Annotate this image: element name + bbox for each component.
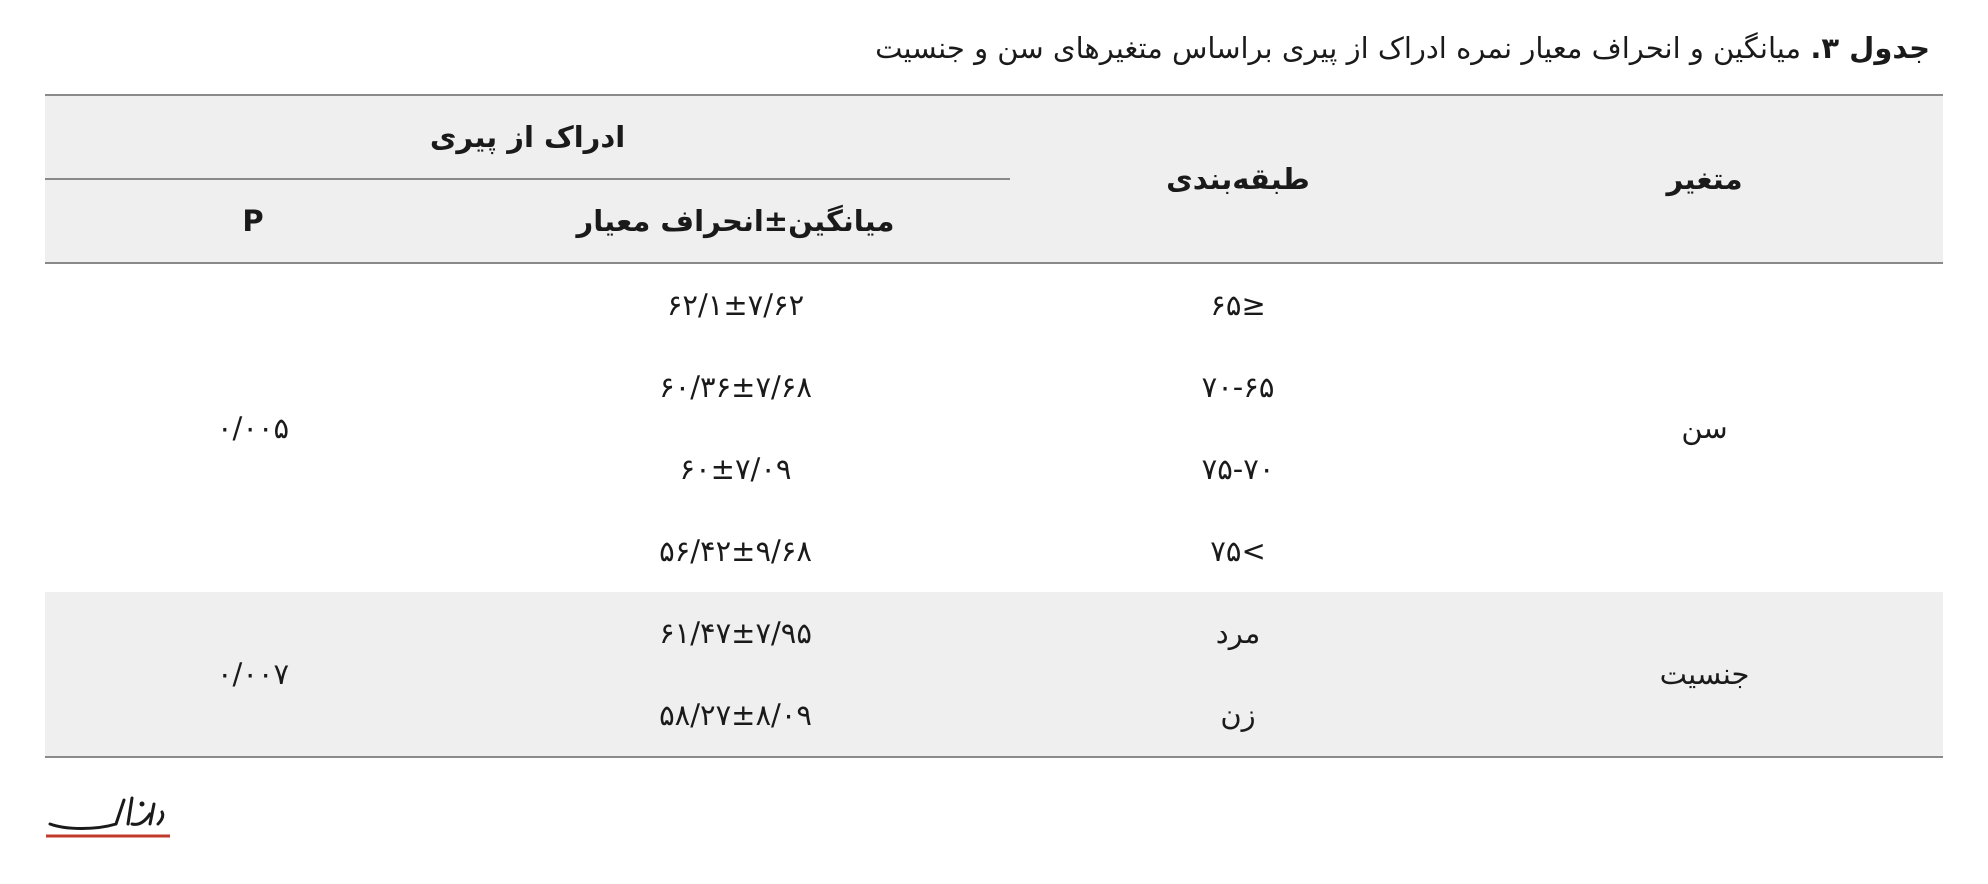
caption-label: جدول ۳. (1810, 31, 1930, 65)
p-value-cell: ۰/۰۰۵ (216, 411, 290, 445)
mean-sd-cell: ۶۰/۳۶±۷/۶۸ (659, 370, 812, 404)
class-cell: مرد (1010, 592, 1466, 674)
class-cell: >۷۵ (1210, 534, 1266, 568)
table-header (45, 95, 1943, 263)
variable-cell: جنسیت (1466, 592, 1943, 757)
mean-sd-cell: ۶۲/۱±۷/۶۲ (666, 288, 805, 322)
class-cell: ۷۰-۶۵ (1201, 370, 1275, 404)
header-classification: طبقه‌بندی (1010, 95, 1466, 263)
mean-sd-cell: ۶۱/۴۷±۷/۹۵ (461, 592, 1010, 674)
class-cell: زن (1010, 674, 1466, 757)
header-variable: متغیر (1466, 95, 1943, 263)
header-perception-of-aging: ادراک از پیری (45, 95, 1010, 179)
table-row (45, 263, 1943, 346)
table-row (45, 592, 1943, 674)
group-age (45, 263, 1943, 592)
caption-text: میانگین و انحراف معیار نمره ادراک از پیری براساس متغیرهای سن و جنسیت (875, 31, 1811, 65)
p-value-cell: ۰/۰۰۷ (45, 592, 461, 757)
mean-sd-cell: ۵۸/۲۷±۸/۰۹ (461, 674, 1010, 757)
class-cell: ≤۶۵ (1210, 288, 1266, 322)
variable-cell: سن (1681, 411, 1728, 445)
mean-sd-cell: ۶۰±۷/۰۹ (679, 452, 792, 486)
table-caption (875, 26, 1930, 70)
journal-logo (46, 790, 170, 842)
class-cell: ۷۵-۷۰ (1201, 452, 1275, 486)
data-table (45, 94, 1943, 758)
header-mean-sd: میانگین±انحراف معیار (461, 179, 1010, 263)
mean-sd-cell: ۵۶/۴۲±۹/۶۸ (659, 534, 812, 568)
group-gender (45, 592, 1943, 757)
header-p-value: P (45, 179, 461, 263)
